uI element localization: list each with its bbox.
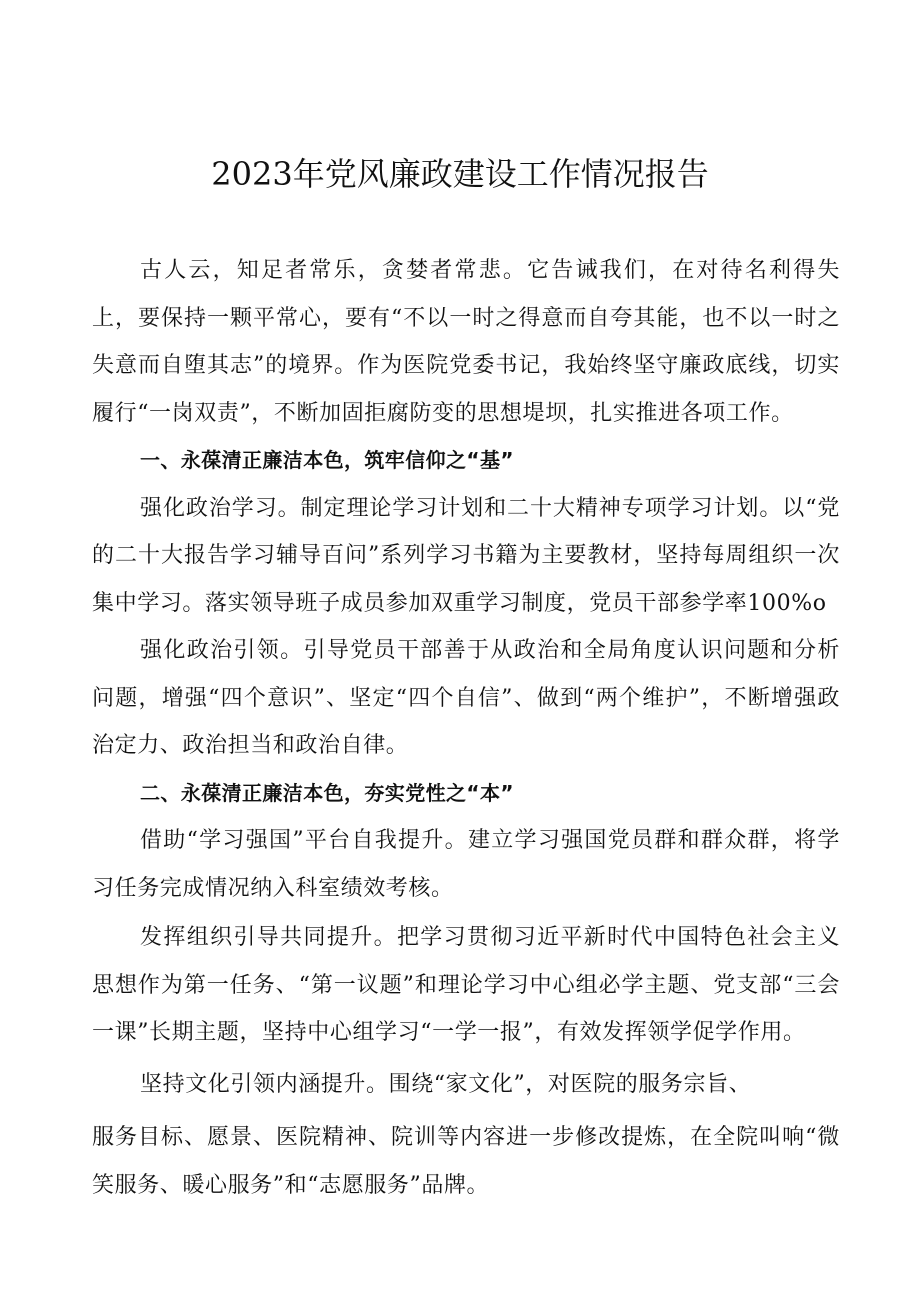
section-1-paragraph-1: 强化政治学习。制定理论学习计划和二十大精神专项学习计划。以“党的二十大报告学习辅导百问”系列学习书籍为主要教材，坚持每周组织一次集中学习。落实领导班子成员参加双重学习制度，党员干部参学率100%o: [92, 495, 840, 616]
section-2-heading: 二、永葆清正廉洁本色，夯实党性之“本”: [140, 780, 514, 805]
section-2-paragraph-1: 借助“学习强国”平台自我提升。建立学习强国党员群和群众群，将学习任务完成情况纳入科室绩效考核。: [92, 828, 840, 901]
section-1-paragraph-2: 强化政治引领。引导党员干部善于从政治和全局角度认识问题和分析问题，增强“四个意识”、坚定“四个自信”、做到“两个维护”，不断增强政治定力、政治担当和政治自律。: [92, 638, 840, 758]
section-2-paragraph-3-line-1: 坚持文化引领内涵提升。围绕“家文化”，对医院的服务宗旨、: [140, 1071, 752, 1097]
section-1-heading: 一、永葆清正廉洁本色，筑牢信仰之“基”: [140, 448, 514, 472]
document-title: 2023年党风廉政建设工作情况报告: [211, 155, 709, 193]
intro-paragraph: 古人云，知足者常乐，贪婪者常悲。它告诫我们，在对待名利得失上，要保持一颗平常心，要有“不以一时之得意而自夸其能，也不以一时之失意而自堕其志”的境界。作为医院党委书记，我始终坚守廉政底线，切实履行“一岗双责”，不断加固拒腐防变的思想堤坝，扎实推进各项工作。: [92, 258, 840, 426]
section-2-paragraph-2: 发挥组织引导共同提升。把学习贯彻习近平新时代中国特色社会主义思想作为第一任务、“第一议题”和理论学习中心组必学主题、党支部“三会一课”长期主题，坚持中心组学习“一学一报”，有效发挥领学促学作用。: [92, 925, 840, 1045]
document-body: [92, 247, 840, 1209]
section-2-paragraph-3-line-2: 服务目标、愿景、医院精神、院训等内容进一步修改提炼，在全院叫响“微笑服务、暖心服务”和“志愿服务”品牌。: [92, 1125, 840, 1198]
